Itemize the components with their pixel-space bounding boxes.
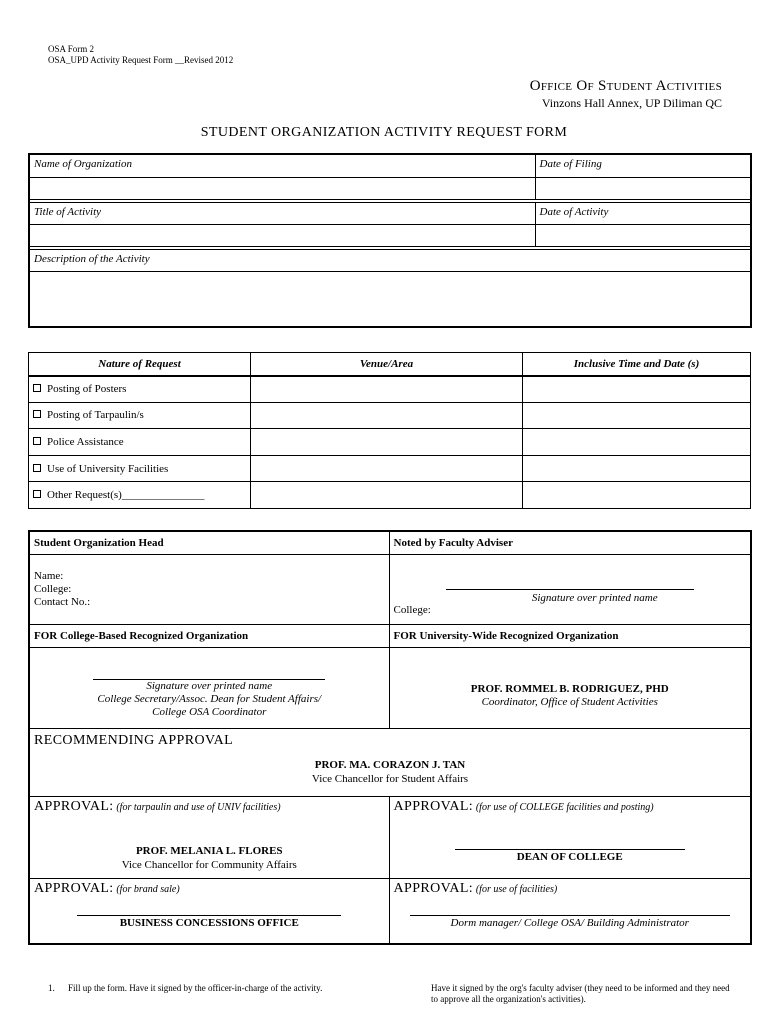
approval-brand-sale-box[interactable] — [29, 878, 389, 944]
approval-note: (for use of COLLEGE facilities and posting) — [475, 801, 654, 813]
univ-wide-header: FOR University-Wide Recognized Organization — [389, 624, 751, 647]
time-date-cell[interactable] — [523, 402, 751, 429]
request-table — [28, 352, 751, 509]
org-name-label: Name of Organization — [29, 154, 535, 177]
request-row — [29, 482, 251, 509]
adviser-college-label: College: — [393, 603, 431, 616]
form-code — [48, 44, 233, 66]
approver-name: DEAN OF COLLEGE — [516, 850, 623, 863]
approver-name: BUSINESS CONCESSIONS OFFICE — [119, 916, 299, 929]
college-sig-role1: College Secretary/Assoc. Dean for Student Affairs/ — [97, 692, 322, 705]
recommending-name: PROF. MA. CORAZON J. TAN — [314, 758, 466, 771]
activity-title-label: Title of Activity — [29, 202, 535, 224]
adviser-header: Noted by Faculty Adviser — [389, 531, 751, 554]
approval-college-facilities-box[interactable] — [389, 796, 751, 878]
time-date-cell[interactable] — [523, 376, 751, 403]
organization-info-table — [28, 153, 752, 328]
approver-name: PROF. MELANIA L. FLORES — [135, 844, 283, 857]
adviser-sig-caption: Signature over printed name — [531, 591, 658, 604]
time-date-cell[interactable] — [523, 482, 751, 509]
activity-title-field[interactable] — [29, 224, 535, 246]
time-date-header: Inclusive Time and Date (s) — [523, 353, 751, 376]
request-row — [29, 376, 251, 403]
adviser-signature-box[interactable] — [389, 554, 751, 624]
description-label: Description of the Activity — [29, 249, 751, 271]
approval-label: APPROVAL: — [393, 880, 474, 896]
request-label: Use of University Facilities — [47, 462, 169, 475]
checkbox-other[interactable] — [33, 490, 41, 498]
college-label: College: — [34, 582, 72, 595]
activity-date-field[interactable] — [535, 224, 751, 246]
time-date-cell[interactable] — [523, 455, 751, 482]
request-row — [29, 429, 251, 456]
univ-coordinator-role: Coordinator, Office of Student Activities — [481, 695, 658, 708]
recommending-approval-box[interactable] — [29, 728, 751, 796]
college-based-header: FOR College-Based Recognized Organization — [29, 624, 389, 647]
venue-cell[interactable] — [251, 455, 523, 482]
activity-date-label: Date of Activity — [535, 202, 751, 224]
venue-header: Venue/Area — [251, 353, 523, 376]
signature-line — [446, 589, 694, 590]
approval-note: (for use of facilities) — [475, 883, 558, 895]
nature-of-request-header: Nature of Request — [29, 353, 251, 376]
checkbox-police[interactable] — [33, 437, 41, 445]
college-signature-box[interactable] — [29, 647, 389, 728]
request-label: Posting of Tarpaulin/s — [47, 409, 144, 422]
approver-role: Vice Chancellor for Community Affairs — [121, 858, 297, 871]
recommending-approval-title: RECOMMENDING APPROVAL — [34, 732, 234, 748]
request-row — [29, 402, 251, 429]
request-label: Other Request(s)_______________ — [47, 489, 205, 502]
request-label: Posting of Posters — [47, 383, 127, 396]
note-right-text: Have it signed by the org's faculty adviser (they need to be informed and they need to approve all the organization's activities). — [431, 983, 730, 1004]
time-date-cell[interactable] — [523, 429, 751, 456]
approval-label: APPROVAL: — [393, 798, 474, 814]
univ-coordinator-name: PROF. ROMMEL B. RODRIGUEZ, PHD — [470, 682, 669, 695]
checkbox-facilities[interactable] — [33, 464, 41, 472]
venue-cell[interactable] — [251, 402, 523, 429]
venue-cell[interactable] — [251, 429, 523, 456]
office-title: Office Of Student Activities — [529, 78, 722, 94]
approval-note: (for brand sale) — [116, 883, 180, 895]
note-left-text: Fill up the form. Have it signed by the officer-in-charge of the activity. — [68, 983, 323, 993]
venue-cell[interactable] — [251, 376, 523, 403]
description-field[interactable] — [29, 271, 751, 327]
approval-label: APPROVAL: — [34, 798, 114, 814]
org-name-field[interactable] — [29, 177, 535, 199]
checkbox-tarpaulin[interactable] — [33, 410, 41, 418]
approval-facilities-box[interactable] — [389, 878, 751, 944]
note-number: 1. — [48, 983, 55, 993]
venue-cell[interactable] — [251, 482, 523, 509]
approval-note: (for tarpaulin and use of UNIV facilities) — [116, 801, 281, 813]
approval-univ-facilities-box[interactable] — [29, 796, 389, 878]
org-head-fields[interactable] — [29, 554, 389, 624]
form-code-line1: OSA Form 2 — [48, 44, 95, 54]
request-label: Police Assistance — [47, 435, 124, 448]
form-code-line2: OSA_UPD Activity Request Form __Revised 2012 — [48, 55, 234, 65]
note-left — [48, 983, 338, 994]
form-title: STUDENT ORGANIZATION ACTIVITY REQUEST FORM — [200, 125, 568, 140]
college-sig-caption: Signature over printed name — [146, 679, 273, 692]
request-row — [29, 455, 251, 482]
signatures-table — [28, 530, 752, 945]
date-filing-field[interactable] — [535, 177, 751, 199]
office-header — [530, 78, 722, 111]
org-head-header: Student Organization Head — [29, 531, 389, 554]
office-address: Vinzons Hall Annex, UP Diliman QC — [541, 96, 722, 110]
checkbox-posters[interactable] — [33, 384, 41, 392]
college-sig-role2: College OSA Coordinator — [152, 705, 267, 718]
approver-name: Dorm manager/ College OSA/ Building Administrator — [450, 916, 689, 929]
univ-signature-box[interactable] — [389, 647, 751, 728]
approval-label: APPROVAL: — [34, 880, 114, 896]
name-label: Name: — [34, 569, 64, 582]
recommending-role: Vice Chancellor for Student Affairs — [311, 772, 469, 785]
date-filing-label: Date of Filing — [535, 154, 751, 177]
contact-label: Contact No.: — [34, 595, 91, 608]
